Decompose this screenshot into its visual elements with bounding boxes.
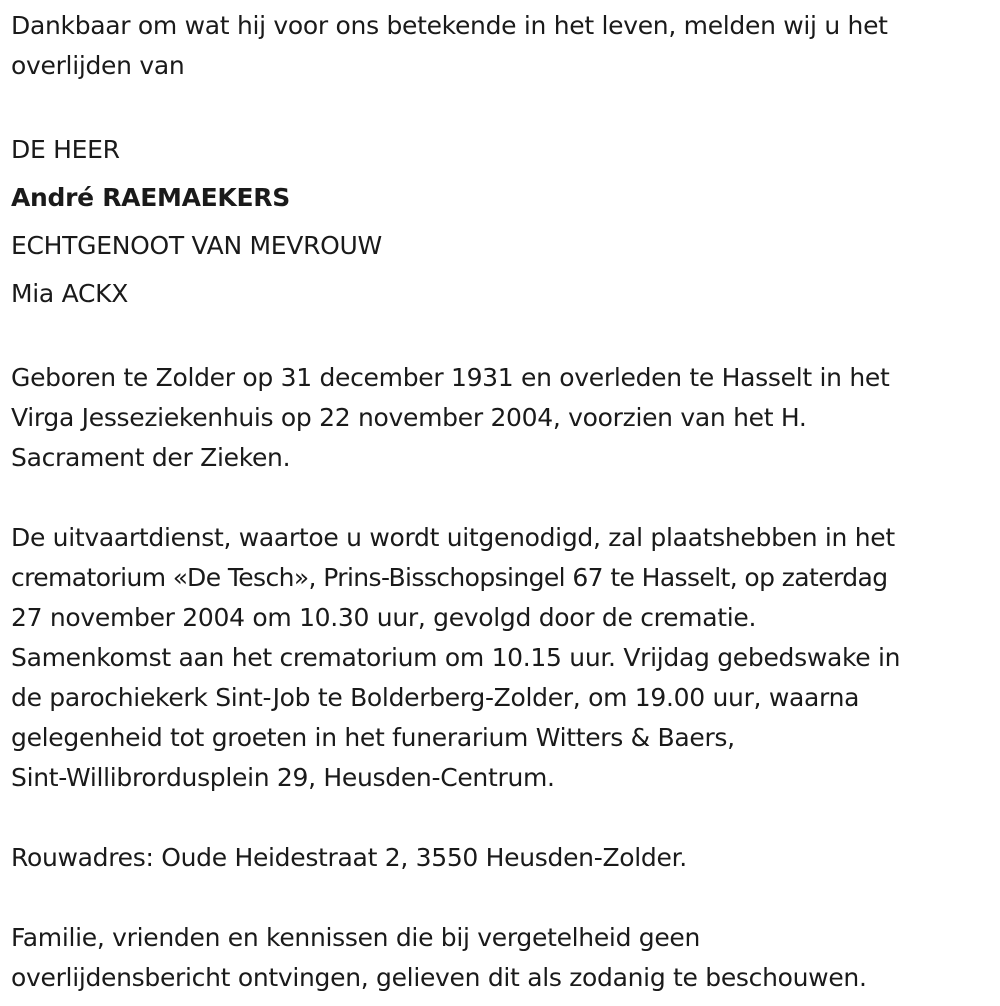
birth-death-line: Virga Jesseziekenhuis op 22 november 2004, voorzien van het H. [11,403,807,432]
mourning-address: Rouwadres: Oude Heidestraat 2, 3550 Heusden-Zolder. [11,843,687,872]
honorific-title: DE HEER [11,135,120,164]
closing-paragraph [11,918,996,998]
closing-line: overlijdensbericht ontvingen, gelieven dit als zodanig te beschouwen. [11,963,867,992]
birth-death-line: Geboren te Zolder op 31 december 1931 en overleden te Hasselt in het [11,363,890,392]
deceased-block [11,126,996,318]
funeral-line: 27 november 2004 om 10.30 uur, gevolgd door de crematie. [11,603,757,632]
relation-line: ECHTGENOOT VAN MEVROUW [11,231,382,260]
birth-death-paragraph [11,358,996,478]
address-paragraph [11,838,996,878]
funeral-line: de parochiekerk Sint-Job te Bolderberg-Zolder, om 19.00 uur, waarna [11,683,860,712]
intro-line: Dankbaar om wat hij voor ons betekende in het leven, melden wij u het [11,11,888,40]
closing-line: Familie, vrienden en kennissen die bij vergetelheid geen [11,923,701,952]
funeral-line: gelegenheid tot groeten in het funerarium Witters & Baers, [11,723,735,752]
obituary-notice [11,6,996,998]
intro-paragraph [11,6,996,86]
intro-line: overlijden van [11,51,185,80]
funeral-line: Samenkomst aan het crematorium om 10.15 uur. Vrijdag gebedswake in [11,643,901,672]
deceased-name: André RAEMAEKERS [11,183,290,212]
funeral-line: De uitvaartdienst, waartoe u wordt uitgenodigd, zal plaatshebben in het [11,523,895,552]
birth-death-line: Sacrament der Zieken. [11,443,291,472]
funeral-line: Sint-Willibrordusplein 29, Heusden-Centrum. [11,763,555,792]
spouse-name: Mia ACKX [11,279,129,308]
funeral-paragraph [11,518,996,798]
funeral-line: crematorium «De Tesch», Prins-Bisschopsingel 67 te Hasselt, op zaterdag [11,563,888,592]
